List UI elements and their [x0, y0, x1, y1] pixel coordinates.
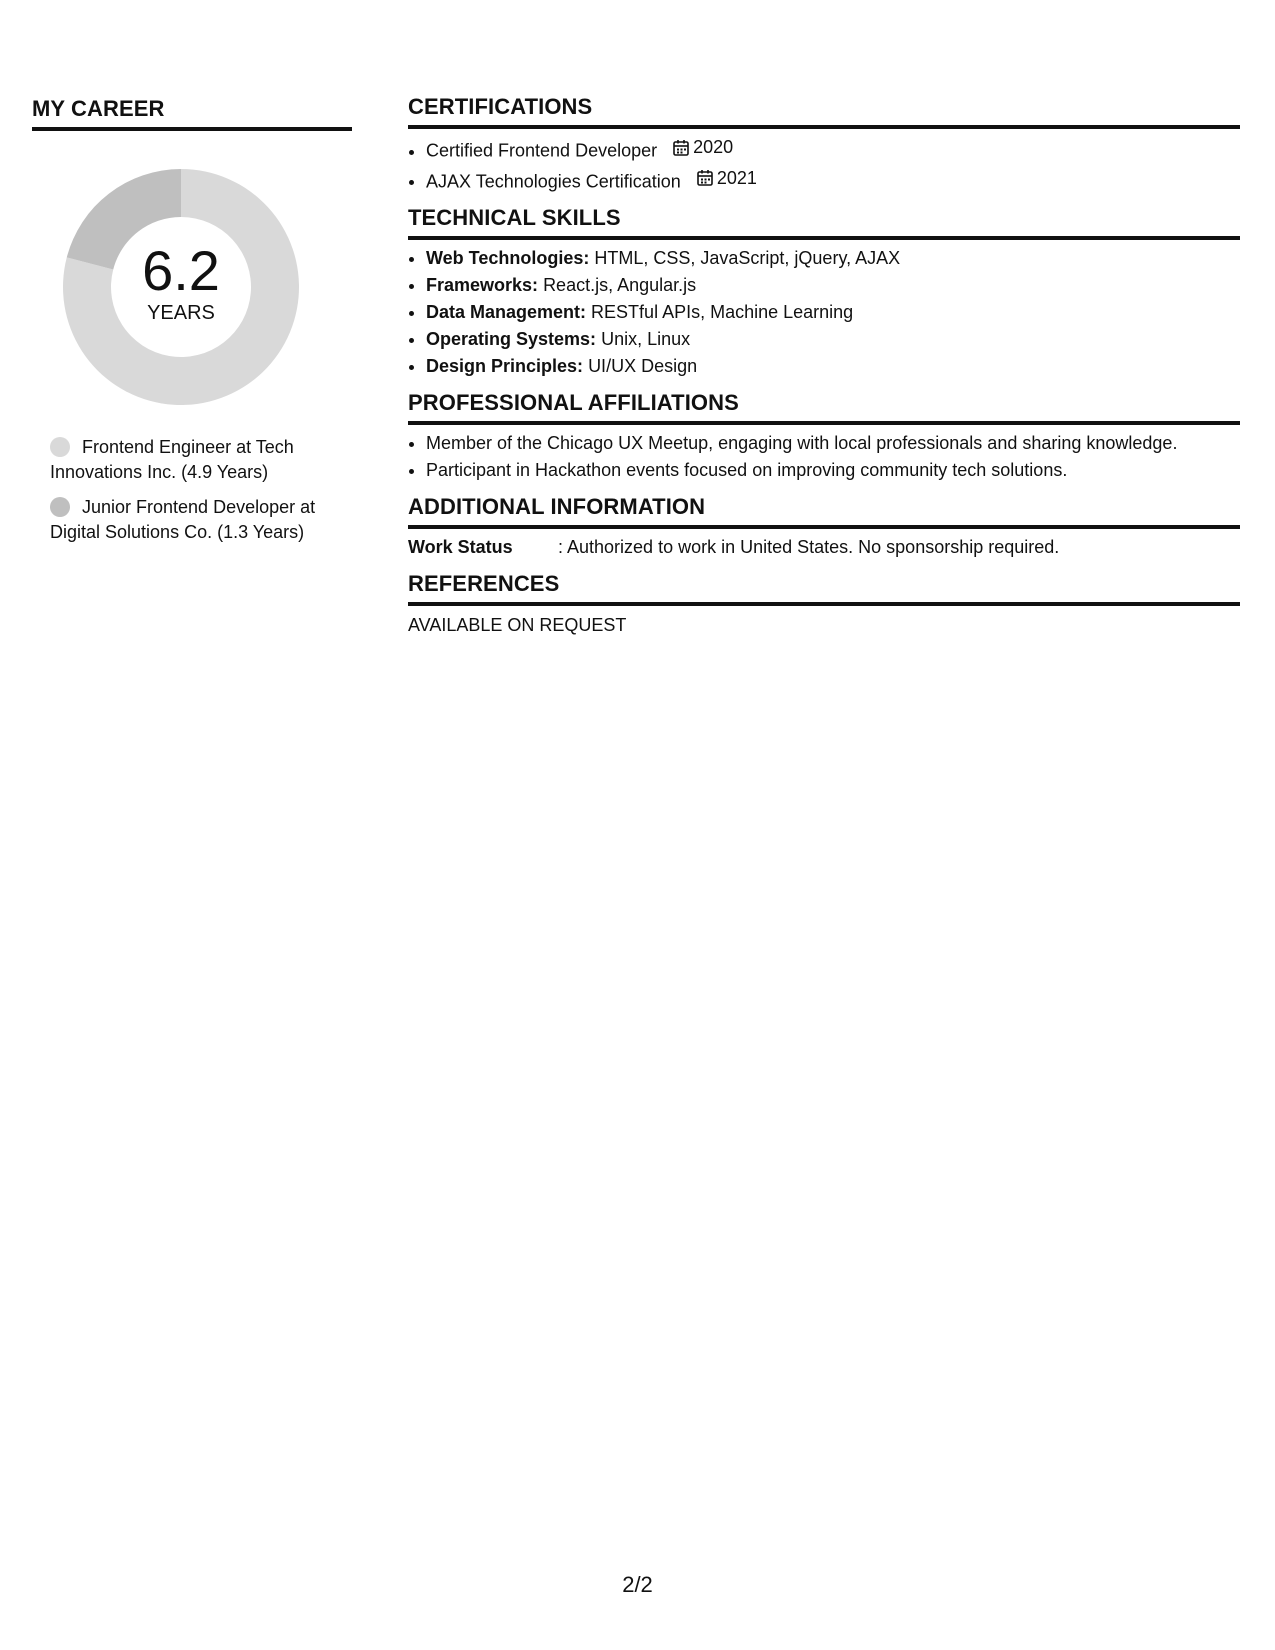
references-text: AVAILABLE ON REQUEST [408, 615, 627, 635]
skill-label: Operating Systems: [426, 329, 597, 349]
skill-label: Design Principles: [426, 356, 584, 376]
legend-label: Frontend Engineer at Tech Innovations Inc. (4.9 Years) [50, 437, 294, 482]
work-status-label: Work Status [408, 537, 513, 557]
skill-item [426, 326, 1240, 353]
main-content [408, 94, 1240, 649]
total-years-unit: YEARS [147, 302, 215, 324]
additional-section [408, 494, 1240, 561]
certification-name: AJAX Technologies Certification [426, 171, 681, 191]
skill-label: Data Management: [426, 302, 587, 322]
skill-label: Frameworks: [426, 275, 539, 295]
certifications-list [408, 134, 1240, 195]
skills-list [408, 245, 1240, 380]
skill-item [426, 272, 1240, 299]
certifications-section [408, 94, 1240, 195]
donut-center [57, 163, 305, 411]
skill-value: Unix, Linux [601, 329, 691, 349]
affiliations-list [408, 430, 1240, 484]
skill-value: React.js, Angular.js [543, 275, 697, 295]
skill-label: Web Technologies: [426, 248, 590, 268]
career-donut-chart [57, 163, 305, 411]
calendar-icon [672, 139, 690, 157]
career-section [32, 96, 352, 555]
calendar-icon [696, 169, 714, 187]
skill-item [426, 353, 1240, 380]
skill-item [426, 245, 1240, 272]
references-section [408, 571, 1240, 639]
career-title: MY CAREER [32, 96, 352, 131]
affiliation-item: • Participant in Hackathon events focused on improving community tech solutions. [426, 457, 1240, 484]
certification-date [672, 134, 733, 161]
certification-date [696, 165, 757, 192]
affiliations-title: PROFESSIONAL AFFILIATIONS [408, 390, 1240, 425]
skill-value: RESTful APIs, Machine Learning [591, 302, 854, 322]
legend-item [50, 495, 340, 545]
total-years-value: 6.2 [142, 239, 220, 302]
page-number: 2/2 [622, 1572, 653, 1597]
references-title: REFERENCES [408, 571, 1240, 606]
affiliation-item: • Member of the Chicago UX Meetup, engaging with local professionals and sharing knowledge. [426, 430, 1240, 457]
certification-item [426, 165, 1240, 196]
legend-dot [50, 437, 70, 457]
certification-year: 2020 [693, 137, 734, 157]
certification-name: Certified Frontend Developer [426, 140, 658, 161]
skill-value: HTML, CSS, JavaScript, jQuery, AJAX [594, 248, 901, 268]
skills-title: TECHNICAL SKILLS [408, 205, 1240, 240]
legend-dot [50, 497, 70, 517]
certifications-title: CERTIFICATIONS [408, 94, 1240, 129]
skills-section [408, 205, 1240, 380]
work-status-row [408, 534, 1240, 561]
additional-title: ADDITIONAL INFORMATION [408, 494, 1240, 529]
certification-year: 2021 [716, 167, 757, 188]
skill-value: UI/UX Design [588, 356, 698, 376]
legend-item [50, 435, 340, 485]
affiliations-section [408, 390, 1240, 484]
legend-label: Junior Frontend Developer at Digital Solutions Co. (1.3 Years) [50, 497, 316, 542]
certification-item [426, 134, 1240, 165]
skill-item [426, 299, 1240, 326]
career-legend [50, 435, 340, 545]
work-status-value: : Authorized to work in United States. No sponsorship required. [558, 537, 1060, 557]
